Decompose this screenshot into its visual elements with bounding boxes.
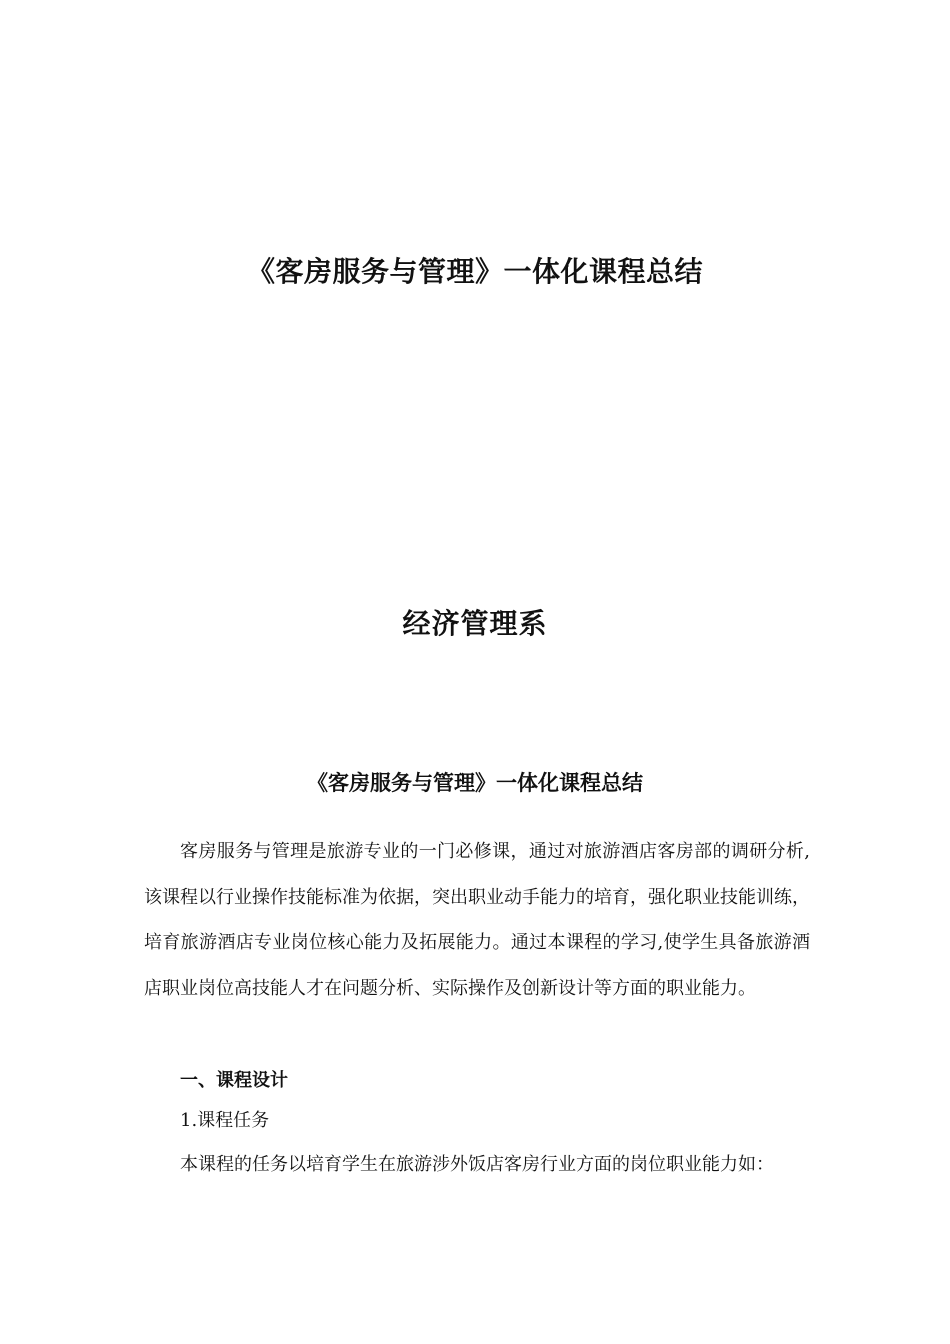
cover-title: 《客房服务与管理》一体化课程总结 (246, 255, 703, 288)
sub-heading-course-task: 1.课程任务 (180, 1110, 270, 1131)
intro-paragraph: 客房服务与管理是旅游专业的一门必修课，通过对旅游酒店客房部的调研分析,该课程以行业操作技能标准为依据，突出职业动手能力的培育，强化职业技能训练，培育旅游酒店专业岗位核心能力及拓展能力。通过本课程的学习,使学生具备旅游酒店职业岗位高技能人才在问题分析、实际操作及创新设计等方面的职业能力。 (144, 841, 810, 999)
document-title: 《客房服务与管理》一体化课程总结 (307, 770, 643, 795)
cover-department: 经济管理系 (402, 607, 548, 640)
body-paragraph: 本课程的任务以培育学生在旅游涉外饭店客房行业方面的岗位职业能力如： (180, 1154, 774, 1175)
section-heading-course-design: 一、课程设计 (180, 1070, 288, 1091)
